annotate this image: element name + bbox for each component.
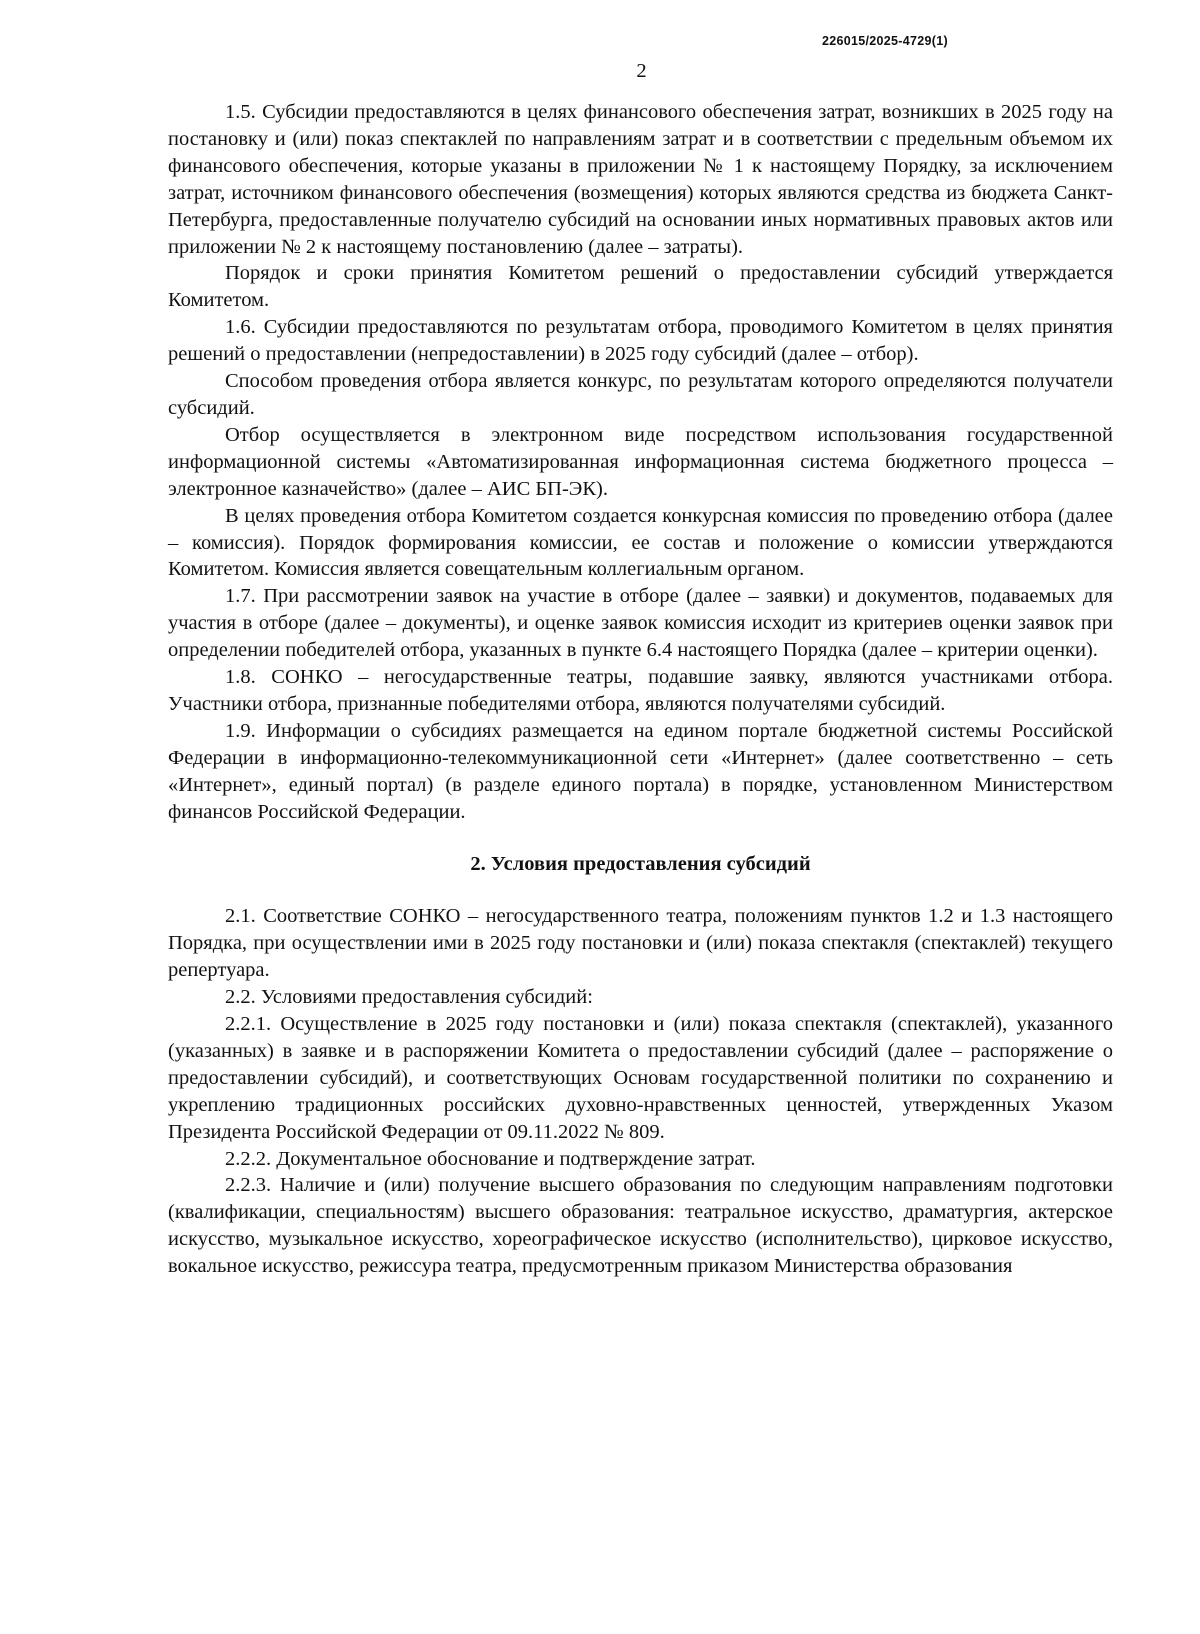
section-heading: 2. Условия предоставления субсидий (470, 853, 811, 876)
paragraph-2-2-1: 2.2.1. Осуществление в 2025 году постановки и (или) показа спектакля (спектаклей), указанного (указанных) в заявке и в распоряжении Комитета о предоставлении субсидий (далее – распоряжение о предоставлении субсидий), и соответствующих Основам государственной политики по сохранению и укреплению традиционных российских духовно-нравственных ценностей, утвержденных Указом Президента Российской Федерации от 09.11.2022 № 809. (168, 1013, 1113, 1143)
paragraph-electronic-selection: Отбор осуществляется в электронном виде посредством использования государственной информационной системы «Автоматизированная информационная система бюджетного процесса – электронное казначейство» (далее – АИС БП-ЭК). (168, 423, 1113, 500)
paragraph-selection-method: Способом проведения отбора является конкурс, по результатам которого определяются получатели субсидий. (168, 370, 1113, 419)
paragraph-2-2: 2.2. Условиями предоставления субсидий: (225, 986, 593, 1009)
paragraph-1-8: 1.8. СОНКО – негосударственные театры, подавшие заявку, являются участниками отбора. Участники отбора, признанные победителями отбора, являются получателями субсидий. (168, 666, 1113, 715)
paragraph-commission: В целях проведения отбора Комитетом создается конкурсная комиссия по проведению отбора (далее – комиссия). Порядок формирования комиссии, ее состав и положение о комиссии утверждаются Комитетом. Комиссия является совещательным коллегиальным органом. (168, 504, 1113, 581)
paragraph-2-1: 2.1. Соответствие СОНКО – негосударственного театра, положениям пунктов 1.2 и 1.3 настоящего Порядка, при осуществлении ими в 2025 году постановки и (или) показа спектакля (спектаклей) текущего репертуара. (168, 905, 1113, 982)
paragraph-2-2-3: 2.2.3. Наличие и (или) получение высшего образования по следующим направлениям подготовки (квалификации, специальностям) высшего образования: театральное искусство, драматургия, актерское искусство, музыкальное искусство, хореографическое искусство (исполнительство), цирковое искусство, вокальное искусство, режиссура театра, предусмотренным приказом Министерства образования (168, 1174, 1113, 1278)
paragraph-1-9: 1.9. Информации о субсидиях размещается на едином портале бюджетной системы Российской Федерации в информационно-телекоммуникационной сети «Интернет» (далее соответственно – сеть «Интернет», единый портал) (в разделе единого портала) в порядке, установленном Министерством финансов Российской Федерации. (168, 719, 1113, 823)
document-body (168, 99, 1113, 1280)
registration-number: 226015/2025-4729(1) (822, 34, 948, 48)
paragraph-procedure: Порядок и сроки принятия Комитетом решений о предоставлении субсидий утверждается Комитетом. (168, 262, 1113, 312)
paragraph-1-5: 1.5. Субсидии предоставляются в целях финансового обеспечения затрат, возникших в 2025 году на постановку и (или) показ спектаклей по направлениям затрат и в соответствии с предельным объемом их финансового обеспечения, которые указаны в приложении № 1 к настоящему Порядку, за исключением затрат, источником финансового обеспечения (возмещения) которых являются средства из бюджета Санкт-Петербурга, предоставленные получателю субсидий на основании иных нормативных правовых актов или приложении № 2 к настоящему постановлению (далее – затраты). (168, 101, 1113, 258)
paragraph-1-7: 1.7. При рассмотрении заявок на участие в отборе (далее – заявки) и документов, подаваемых для участия в отборе (далее – документы), и оценке заявок комиссия исходит из критериев оценки заявок при определении победителей отбора, указанных в пункте 6.4 настоящего Порядка (далее – критерии оценки). (168, 585, 1113, 662)
page-number: 2 (636, 60, 647, 82)
paragraph-1-6: 1.6. Субсидии предоставляются по результатам отбора, проводимого Комитетом в целях принятия решений о предоставлении (непредоставлении) в 2025 году субсидий (далее – отбор). (168, 316, 1113, 366)
paragraph-2-2-2: 2.2.2. Документальное обоснование и подтверждение затрат. (225, 1147, 756, 1170)
